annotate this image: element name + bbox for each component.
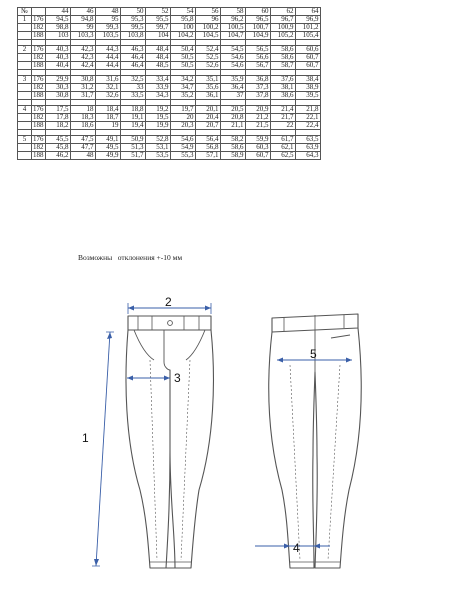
value-cell: 103 [45, 32, 70, 40]
value-cell: 31,6 [95, 76, 120, 84]
value-cell: 18,2 [45, 122, 70, 130]
value-cell: 38,6 [270, 92, 295, 100]
value-cell: 58,2 [220, 136, 245, 144]
value-cell: 95,3 [120, 16, 145, 24]
value-cell: 30,8 [45, 92, 70, 100]
value-cell: 18,6 [70, 122, 95, 130]
value-cell: 20,7 [195, 122, 220, 130]
value-cell: 104,7 [220, 32, 245, 40]
group-number-cell: 1 [18, 16, 32, 24]
empty-cell [18, 92, 32, 100]
value-cell: 103,5 [95, 32, 120, 40]
value-cell: 48,5 [145, 62, 170, 70]
value-cell: 56,5 [245, 46, 270, 54]
value-cell: 100,7 [245, 24, 270, 32]
measure-label-4: 4 [293, 541, 300, 555]
value-cell: 105,4 [295, 32, 320, 40]
value-cell: 60,7 [295, 62, 320, 70]
value-cell: 17,5 [45, 106, 70, 114]
value-cell: 22 [270, 122, 295, 130]
value-cell: 32,1 [95, 84, 120, 92]
table-row [18, 62, 321, 70]
value-cell: 19,4 [120, 122, 145, 130]
arrow-icon [128, 306, 134, 311]
group-number-cell: 5 [18, 136, 32, 144]
value-cell: 51,7 [120, 152, 145, 160]
value-cell: 98,8 [45, 24, 70, 32]
height-cell: 188 [33, 151, 44, 159]
value-cell: 58,9 [220, 152, 245, 160]
height-cell: 176 [33, 75, 44, 83]
value-cell: 47,5 [70, 136, 95, 144]
group-number-cell: 3 [18, 76, 32, 84]
value-cell: 49,1 [95, 136, 120, 144]
value-cell: 49,9 [95, 152, 120, 160]
header-size: 54 [170, 8, 195, 16]
value-cell: 33,9 [145, 84, 170, 92]
value-cell: 94,5 [45, 16, 70, 24]
arrow-icon [164, 376, 170, 381]
value-cell: 52,4 [195, 46, 220, 54]
value-cell: 38,9 [295, 84, 320, 92]
value-cell: 94,8 [70, 16, 95, 24]
height-cell: 182 [33, 83, 44, 91]
value-cell: 60,7 [295, 54, 320, 62]
header-size: 58 [220, 8, 245, 16]
value-cell: 95 [95, 16, 120, 24]
value-cell: 37,8 [245, 92, 270, 100]
measure-label-2: 2 [165, 295, 172, 309]
value-cell: 20 [170, 114, 195, 122]
value-cell: 56,8 [195, 144, 220, 152]
value-cell: 99,7 [145, 24, 170, 32]
value-cell: 96,9 [295, 16, 320, 24]
value-cell: 18,4 [95, 106, 120, 114]
group-number-cell: 2 [18, 46, 32, 54]
value-cell: 40,3 [45, 54, 70, 62]
value-cell: 62,1 [270, 144, 295, 152]
value-cell: 95,8 [170, 16, 195, 24]
value-cell: 19 [95, 122, 120, 130]
value-cell: 52,5 [195, 54, 220, 62]
empty-cell [18, 144, 32, 152]
value-cell: 53,1 [145, 144, 170, 152]
value-cell: 32,6 [95, 92, 120, 100]
value-cell: 52,8 [145, 136, 170, 144]
empty-cell [18, 122, 32, 130]
table-row [18, 32, 321, 40]
value-cell: 21,4 [270, 106, 295, 114]
value-cell: 55,3 [170, 152, 195, 160]
value-cell: 45,8 [45, 144, 70, 152]
value-cell: 100,2 [195, 24, 220, 32]
value-cell: 17,8 [45, 114, 70, 122]
value-cell: 36,4 [220, 84, 245, 92]
value-cell: 19,2 [145, 106, 170, 114]
height-cell: 182 [33, 23, 44, 31]
value-cell: 103,8 [120, 32, 145, 40]
value-cell: 46,3 [120, 46, 145, 54]
value-cell: 58,6 [270, 54, 295, 62]
value-cell: 19,7 [170, 106, 195, 114]
tolerance-note: Возможны отклонения +-10 мм [78, 253, 183, 262]
value-cell: 18,7 [95, 114, 120, 122]
value-cell: 20,8 [220, 114, 245, 122]
value-cell: 49,5 [95, 144, 120, 152]
back-creases [290, 365, 340, 560]
arrow-icon [127, 376, 133, 381]
value-cell: 50,4 [170, 46, 195, 54]
value-cell: 46,2 [45, 152, 70, 160]
value-cell: 96,7 [270, 16, 295, 24]
front-outline [126, 330, 213, 568]
value-cell: 104,9 [245, 32, 270, 40]
value-cell: 20,1 [195, 106, 220, 114]
value-cell: 47,7 [70, 144, 95, 152]
empty-cell [18, 84, 32, 92]
back-pocket-icon [331, 335, 350, 338]
value-cell: 38,1 [270, 84, 295, 92]
height-cell: 188 [33, 61, 44, 69]
value-cell: 60,7 [245, 152, 270, 160]
value-cell: 37 [220, 92, 245, 100]
empty-cell [18, 54, 32, 62]
value-cell: 105,2 [270, 32, 295, 40]
value-cell: 58,6 [220, 144, 245, 152]
value-cell: 33 [120, 84, 145, 92]
measure-label-3: 3 [174, 371, 181, 385]
value-cell: 50,9 [120, 136, 145, 144]
value-cell: 33,5 [120, 92, 145, 100]
value-cell: 46,4 [120, 54, 145, 62]
value-cell: 19,9 [145, 122, 170, 130]
header-size: 50 [120, 8, 145, 16]
value-cell: 22,4 [295, 122, 320, 130]
value-cell: 21,5 [245, 122, 270, 130]
value-cell: 52,6 [195, 62, 220, 70]
measure-line-1 [96, 332, 110, 566]
height-cell: 182 [33, 53, 44, 61]
value-cell: 21,8 [295, 106, 320, 114]
value-cell: 18,3 [70, 114, 95, 122]
value-cell: 31,7 [70, 92, 95, 100]
value-cell: 54,6 [220, 62, 245, 70]
value-cell: 58,7 [270, 62, 295, 70]
value-cell: 38,4 [295, 76, 320, 84]
value-cell: 40,4 [45, 62, 70, 70]
value-cell: 56,4 [195, 136, 220, 144]
trousers-diagram [0, 290, 450, 600]
value-cell: 30,3 [45, 84, 70, 92]
value-cell: 30,8 [70, 76, 95, 84]
value-cell: 99,3 [95, 24, 120, 32]
value-cell: 100,5 [220, 24, 245, 32]
arrow-icon [346, 358, 352, 363]
value-cell: 96 [195, 16, 220, 24]
front-pockets [134, 330, 205, 360]
value-cell: 44,4 [95, 54, 120, 62]
height-cell: 182 [33, 113, 44, 121]
value-cell: 36,8 [245, 76, 270, 84]
value-cell: 64,3 [295, 152, 320, 160]
value-cell: 35,6 [195, 84, 220, 92]
value-cell: 60,6 [295, 46, 320, 54]
value-cell: 44,3 [95, 46, 120, 54]
value-cell: 48 [70, 152, 95, 160]
value-cell: 50,5 [170, 62, 195, 70]
height-cell: 176 [33, 15, 44, 23]
value-cell: 44,4 [95, 62, 120, 70]
height-cell: 182 [33, 143, 44, 151]
value-cell: 20,3 [170, 122, 195, 130]
value-cell: 57,1 [195, 152, 220, 160]
group-number-cell: 4 [18, 106, 32, 114]
value-cell: 95,5 [145, 16, 170, 24]
height-cell: 176 [33, 105, 44, 113]
value-cell: 96,5 [245, 16, 270, 24]
value-cell: 99 [70, 24, 95, 32]
header-size: 60 [245, 8, 270, 16]
arrow-icon [205, 306, 211, 311]
value-cell: 20,4 [195, 114, 220, 122]
front-fly [164, 330, 170, 370]
value-cell: 18 [70, 106, 95, 114]
value-cell: 37,6 [270, 76, 295, 84]
value-cell: 37,3 [245, 84, 270, 92]
value-cell: 29,9 [45, 76, 70, 84]
value-cell: 99,5 [120, 24, 145, 32]
measure-label-1: 1 [82, 431, 89, 445]
value-cell: 53,5 [145, 152, 170, 160]
value-cell: 21,7 [270, 114, 295, 122]
header-size: 44 [45, 8, 70, 16]
value-cell: 104,2 [170, 32, 195, 40]
value-cell: 42,3 [70, 46, 95, 54]
header-size: 48 [95, 8, 120, 16]
value-cell: 46,4 [120, 62, 145, 70]
value-cell: 56,6 [245, 54, 270, 62]
value-cell: 56,7 [245, 62, 270, 70]
height-cell: 188 [33, 121, 44, 129]
value-cell: 63,9 [295, 144, 320, 152]
value-cell: 60,3 [245, 144, 270, 152]
value-cell: 96,2 [220, 16, 245, 24]
value-cell: 50,5 [170, 54, 195, 62]
empty-cell [18, 62, 32, 70]
size-table [17, 7, 321, 160]
value-cell: 33,4 [145, 76, 170, 84]
value-cell: 54,9 [170, 144, 195, 152]
header-size: 56 [195, 8, 220, 16]
height-cell: 176 [33, 45, 44, 53]
header-size: 64 [295, 8, 320, 16]
height-cell: 176 [33, 135, 44, 143]
arrow-icon [277, 358, 283, 363]
front-waistband [128, 316, 211, 330]
height-cell: 188 [33, 31, 44, 39]
value-cell: 61,7 [270, 136, 295, 144]
value-cell: 20,9 [245, 106, 270, 114]
value-cell: 62,5 [270, 152, 295, 160]
empty-cell [18, 114, 32, 122]
value-cell: 39,5 [295, 92, 320, 100]
value-cell: 54,6 [170, 136, 195, 144]
value-cell: 104 [145, 32, 170, 40]
table-body [18, 16, 321, 160]
value-cell: 42,4 [70, 62, 95, 70]
value-cell: 31,2 [70, 84, 95, 92]
empty-cell [18, 24, 32, 32]
value-cell: 40,3 [45, 46, 70, 54]
measure-label-5: 5 [310, 347, 317, 361]
value-cell: 45,5 [45, 136, 70, 144]
empty-cell [18, 152, 32, 160]
value-cell: 48,4 [145, 54, 170, 62]
value-cell: 21,2 [245, 114, 270, 122]
value-cell: 100,9 [270, 24, 295, 32]
value-cell: 19,1 [120, 114, 145, 122]
value-cell: 35,9 [220, 76, 245, 84]
value-cell: 59,9 [245, 136, 270, 144]
header-size: 52 [145, 8, 170, 16]
value-cell: 34,2 [170, 76, 195, 84]
value-cell: 35,2 [170, 92, 195, 100]
table-row [18, 92, 321, 100]
value-cell: 101,2 [295, 24, 320, 32]
value-cell: 51,3 [120, 144, 145, 152]
value-cell: 34,7 [170, 84, 195, 92]
value-cell: 63,5 [295, 136, 320, 144]
value-cell: 54,6 [220, 54, 245, 62]
value-cell: 19,5 [145, 114, 170, 122]
value-cell: 36,1 [195, 92, 220, 100]
value-cell: 32,5 [120, 76, 145, 84]
front-trousers [126, 316, 213, 568]
value-cell: 104,5 [195, 32, 220, 40]
header-number: № [18, 8, 32, 16]
front-belt-loops [138, 316, 199, 330]
value-cell: 22,1 [295, 114, 320, 122]
value-cell: 34,3 [145, 92, 170, 100]
button-icon [168, 321, 173, 326]
arrow-icon [314, 544, 320, 549]
value-cell: 35,1 [195, 76, 220, 84]
table-row [18, 122, 321, 130]
value-cell: 58,6 [270, 46, 295, 54]
header-size: 62 [270, 8, 295, 16]
value-cell: 42,3 [70, 54, 95, 62]
height-cell: 188 [33, 91, 44, 99]
header-size: 46 [70, 8, 95, 16]
empty-cell [18, 32, 32, 40]
value-cell: 54,5 [220, 46, 245, 54]
value-cell: 103,3 [70, 32, 95, 40]
value-cell: 21,1 [220, 122, 245, 130]
value-cell: 18,8 [120, 106, 145, 114]
value-cell: 20,5 [220, 106, 245, 114]
table-row [18, 152, 321, 160]
value-cell: 48,4 [145, 46, 170, 54]
value-cell: 100 [170, 24, 195, 32]
